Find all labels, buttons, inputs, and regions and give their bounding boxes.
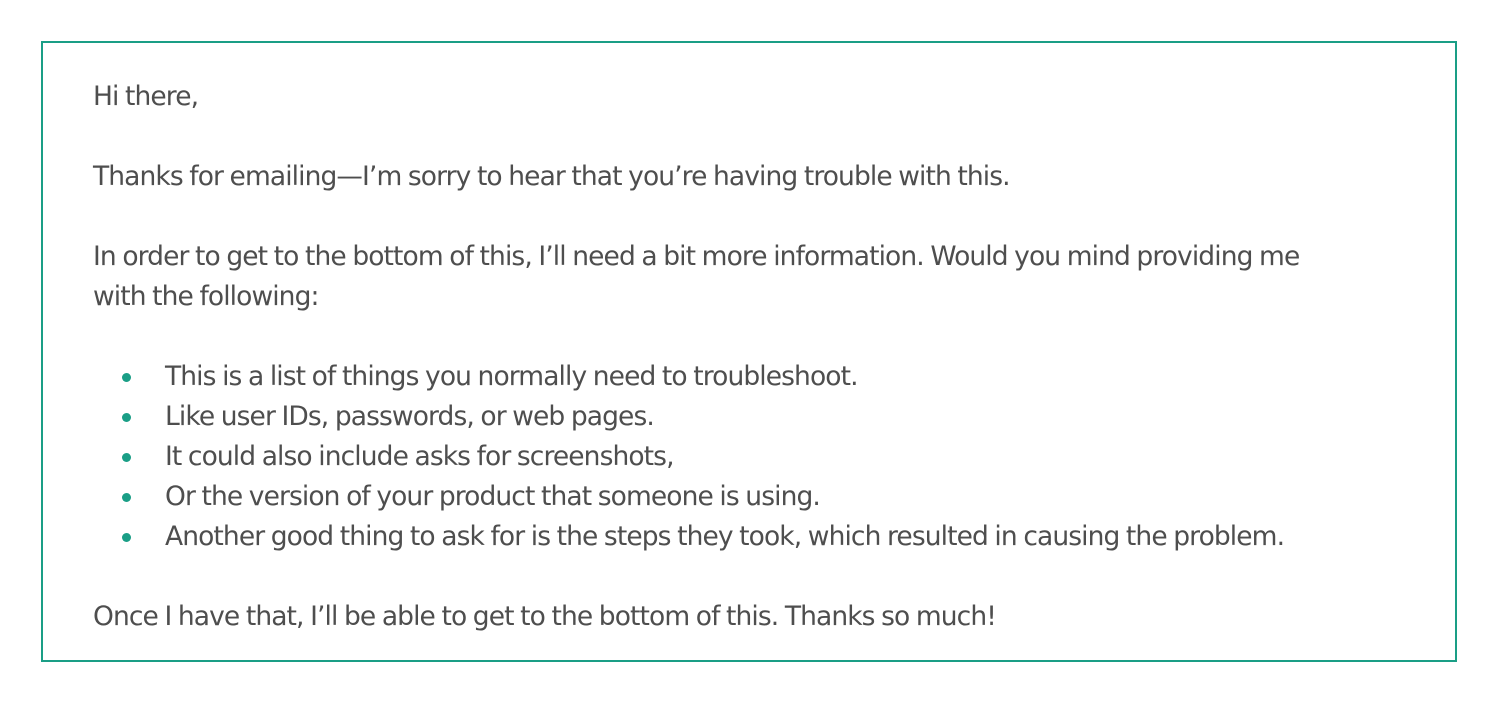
list-item-text: Another good thing to ask for is the steps they took, which resulted in causing the problem. — [165, 521, 1285, 552]
list-item-text: Like user IDs, passwords, or web pages. — [165, 401, 654, 432]
greeting-text: Hi there, — [93, 81, 199, 112]
request-line-2: with the following: — [93, 281, 319, 312]
request-line-1: In order to get to the bottom of this, I’ll need a bit more information. Would you mind providing me — [93, 241, 1300, 272]
list-item — [93, 357, 1405, 397]
email-template-card — [41, 41, 1457, 662]
list-item-text: Or the version of your product that someone is using. — [165, 481, 820, 512]
bullet-dot-icon — [122, 373, 131, 382]
request-paragraph — [93, 237, 1405, 317]
bullet-dot-icon — [122, 533, 131, 542]
bullet-dot-icon — [122, 453, 131, 462]
intro-text: Thanks for emailing—I’m sorry to hear that you’re having trouble with this. — [93, 161, 1010, 192]
list-item — [93, 437, 1405, 477]
bullet-dot-icon — [122, 493, 131, 502]
list-item — [93, 477, 1405, 517]
list-item-text: This is a list of things you normally need to troubleshoot. — [165, 361, 858, 392]
list-item — [93, 397, 1405, 437]
closing-text: Once I have that, I’ll be able to get to the bottom of this. Thanks so much! — [93, 601, 996, 632]
list-item-text: It could also include asks for screenshots, — [165, 441, 674, 472]
list-item — [93, 517, 1405, 557]
info-request-list — [93, 357, 1405, 557]
bullet-dot-icon — [122, 413, 131, 422]
